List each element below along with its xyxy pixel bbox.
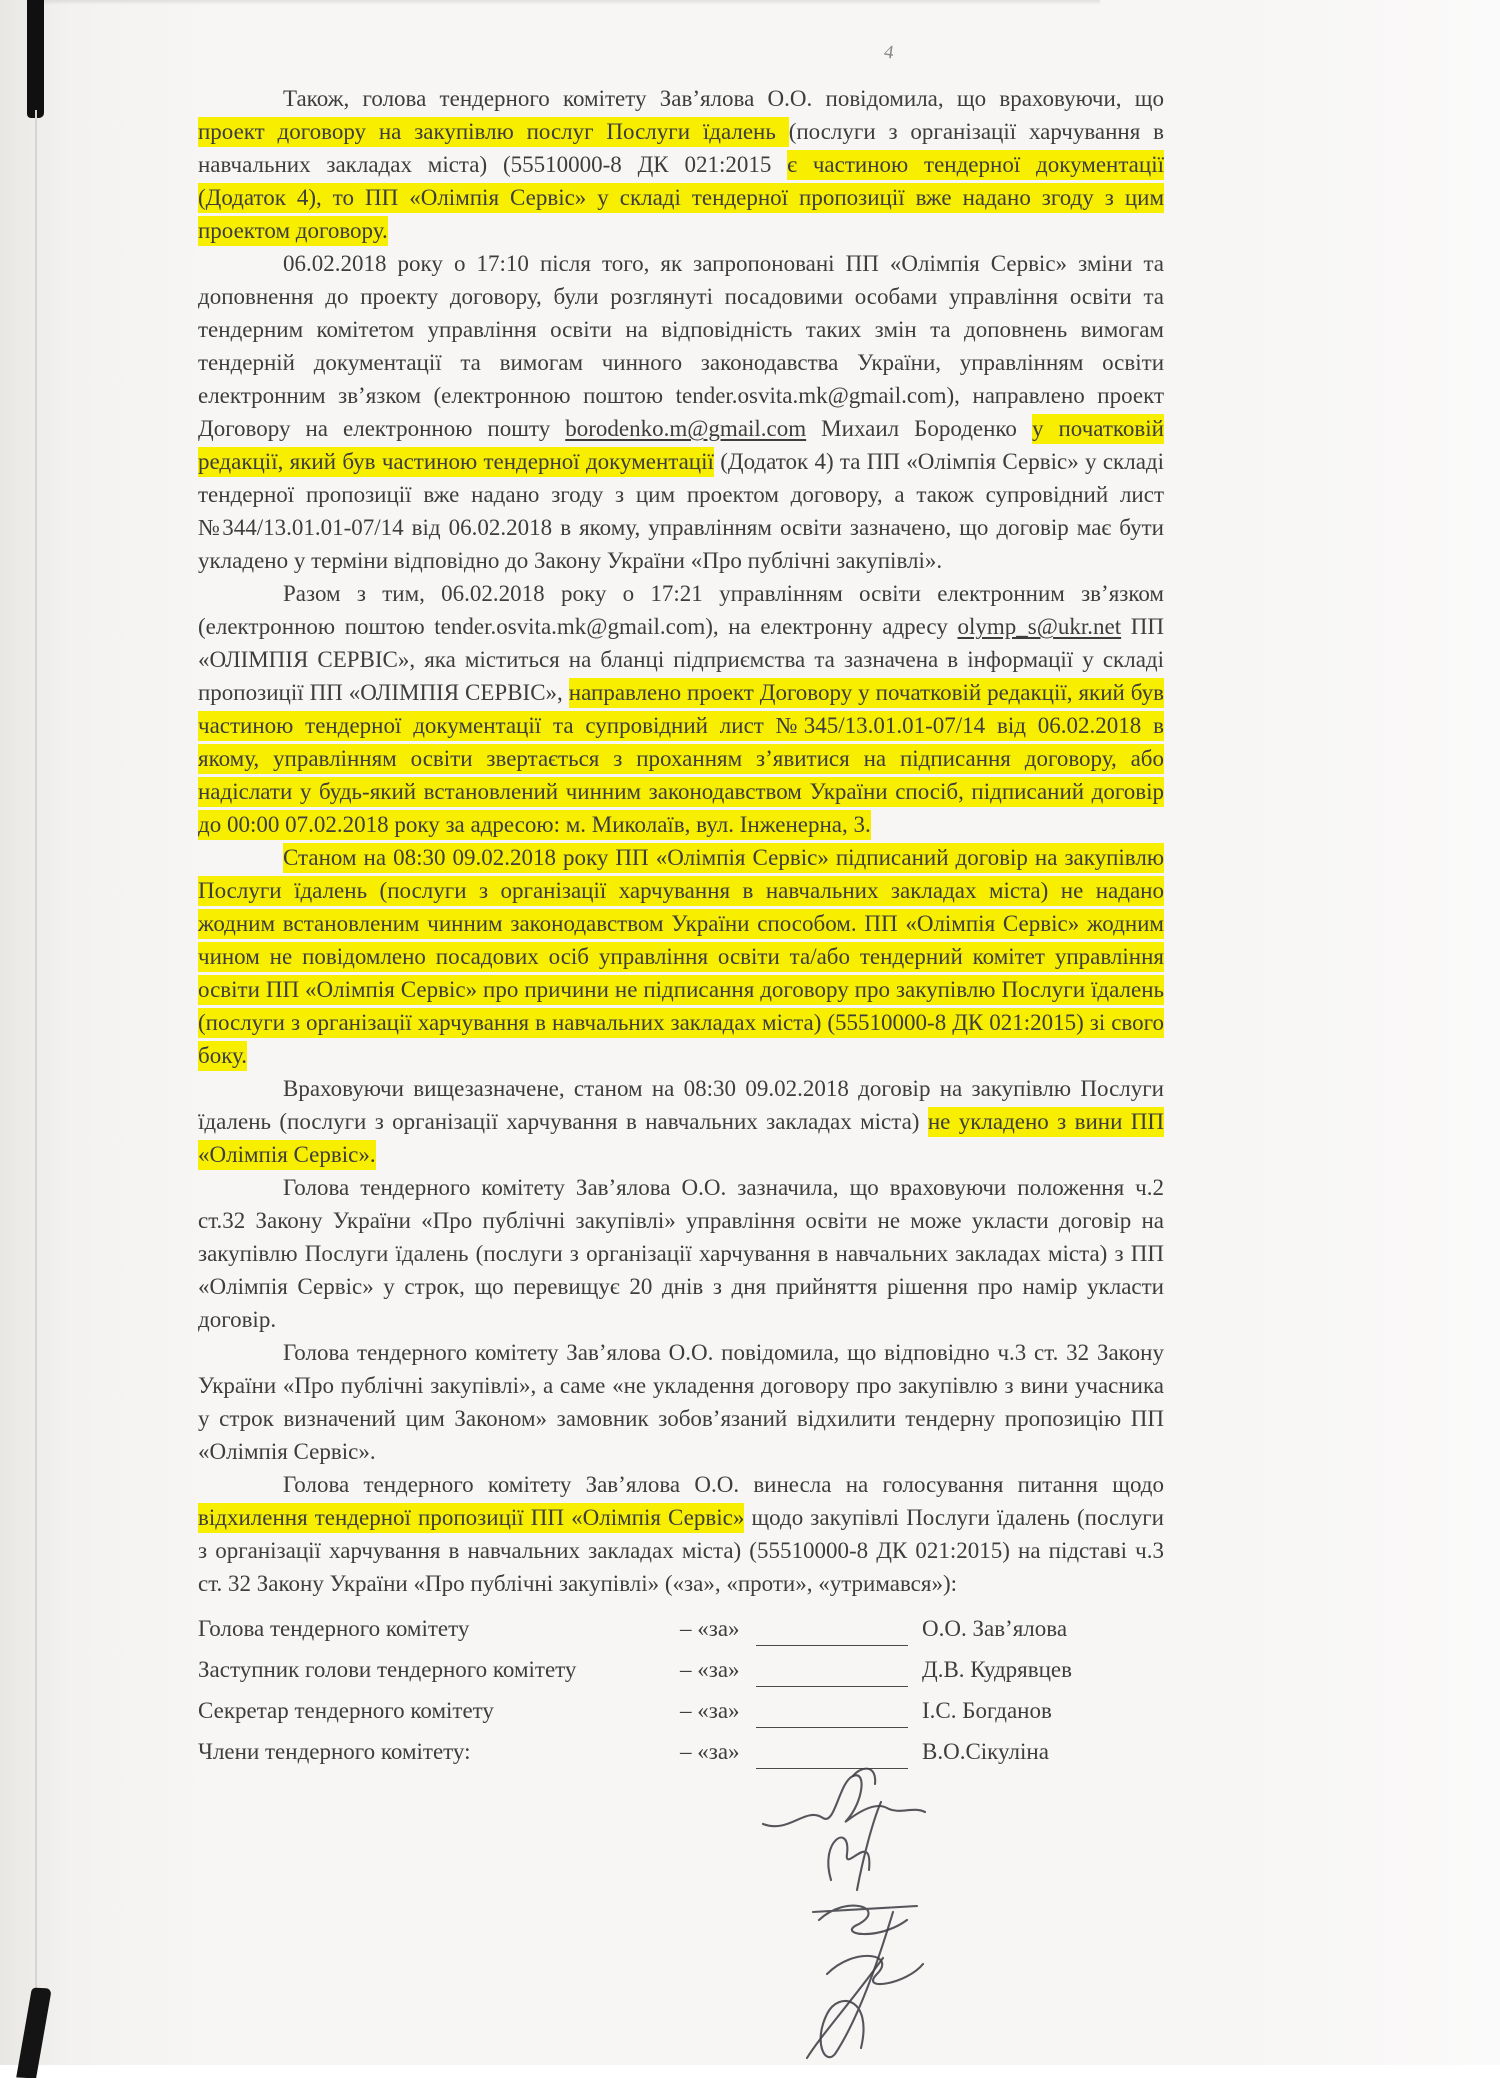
highlighted-text: у початковій редакції, який був частиною тендерної документації [198, 414, 1164, 477]
signature-line [756, 1742, 908, 1769]
signature-flourish [821, 1912, 893, 2057]
signatory-name: Д.В. Кудрявцев [908, 1653, 1072, 1686]
underlined-email: olymp_s@ukr.net [957, 614, 1121, 639]
text-segment: Голова тендерного комітету Зав’ялова О.О. зазначила, що враховуючи положення ч.2 ст.32 Закону України «Про публічні закупівлі» управління освіти не може укласти договір на закупівлю Послуги їдалень (послуги з організації харчування в навчальних закладах міста) з ПП «Олімпія Сервіс» у строк, що перевищує 20 днів з дня прийняття рішення про намір укласти договір. [198, 1175, 1164, 1332]
signature-scrawl-4 [827, 1956, 923, 1984]
signatory-name: О.О. Зав’ялова [908, 1612, 1067, 1645]
signature-row [198, 1653, 1164, 1694]
paragraph [198, 1336, 1164, 1468]
highlighted-text: є частиною тендерної документації (Додаток 4), то ПП «Олімпія Сервіс» у складі тендерної пропозиції вже надано згоду з цим проектом договору. [198, 150, 1164, 246]
text-segment: щодо закупівлі Послуги їдалень (послуги з організації харчування в навчальних закладах міста) (55510000-8 ДК 021:2015) на підставі ч.3 ст. 32 Закону України «Про публічні закупівлі» («за», «проти», «утримався»): [198, 1505, 1164, 1596]
underlined-email: borodenko.m@gmail.com [565, 416, 806, 441]
signatory-role: Секретар тендерного комітету [198, 1694, 680, 1727]
signature-scrawl-2 [828, 1802, 881, 1890]
vote-label: – «за» [680, 1735, 756, 1768]
signatory-role: Заступник голови тендерного комітету [198, 1653, 680, 1686]
signature-line [756, 1619, 908, 1646]
vote-label: – «за» [680, 1612, 756, 1645]
signature-line [756, 1660, 908, 1687]
handwritten-signatures [735, 1762, 1025, 2062]
scan-crease-line [35, 110, 37, 1990]
highlighted-text: направлено проект Договору у початковій редакції, який був частиною тендерної документації та супровідний лист №345/13.01.01-07/14 від 06.02.2018 в якому, управлінням освіти звертається з проханням з’явитися на підписання договору, або надіслати у будь-який встановлений чинним законодавством України спосіб, підписаний договір до 00:00 07.02.2018 року за адресою: м. Миколаїв, вул. Інженерна, 3. [198, 678, 1164, 840]
text-segment: Михаил Бороденко [806, 416, 1032, 441]
signatory-role: Голова тендерного комітету [198, 1612, 680, 1645]
document-body [198, 82, 1164, 1776]
paragraph [198, 247, 1164, 577]
vote-label: – «за» [680, 1653, 756, 1686]
text-segment: Також, голова тендерного комітету Зав’ялова О.О. повідомила, що враховуючи, що [283, 86, 1164, 111]
scan-edge-mark-top [27, 0, 44, 118]
text-segment: Разом з тим, 06.02.2018 року о 17:21 управлінням освіти електронним зв’язком (електронною поштою tender.osvita.mk@gmail.com), на електронну адресу [198, 581, 1164, 639]
signature-row [198, 1612, 1164, 1653]
text-segment: ПП «ОЛІМПІЯ СЕРВІС», яка міститься на бланці підприємства та зазначена в інформації у складі пропозиції ПП «ОЛІМПІЯ СЕРВІС», [198, 614, 1164, 705]
highlighted-text: проект договору на закупівлю послуг Послуги їдалень [198, 117, 789, 147]
signature-flourish-2 [807, 1958, 883, 2058]
signature-row [198, 1694, 1164, 1735]
signature-scrawl-1 [763, 1775, 925, 1826]
paragraph [198, 1171, 1164, 1336]
text-segment: Враховуючи вищезазначене, станом на 08:30 09.02.2018 договір на закупівлю Послуги їдалень (послуги з організації харчування в навчальних закладах міста) [198, 1076, 1164, 1134]
text-segment: (послуги з організації харчування в навчальних закладах міста) (55510000-8 ДК 021:2015 [198, 119, 1164, 177]
paragraph [198, 1468, 1164, 1600]
paragraph [198, 82, 1164, 247]
signature-row [198, 1735, 1164, 1776]
paragraphs-container [198, 82, 1164, 1600]
text-segment: Голова тендерного комітету Зав’ялова О.О. винесла на голосування питання щодо [283, 1472, 1164, 1497]
signature-line [756, 1701, 908, 1728]
scan-corner-artifact: 4 [883, 41, 895, 64]
signature-scrawl-3 [813, 1906, 917, 1934]
scan-edge-mark-bottom [16, 1988, 52, 2078]
paragraph [198, 841, 1164, 1072]
highlighted-text: не укладено з вини ПП «Олімпія Сервіс». [198, 1107, 1164, 1170]
highlighted-text: відхилення тендерної пропозиції ПП «Олімпія Сервіс» [198, 1503, 744, 1533]
text-segment: Голова тендерного комітету Зав’ялова О.О. повідомила, що відповідно ч.3 ст. 32 Закону України «Про публічні закупівлі», а саме «не укладення договору про закупівлю з вини учасника у строк визначений цим Законом» замовник зобов’язаний відхилити тендерну пропозицію ПП «Олімпія Сервіс». [198, 1340, 1164, 1464]
scan-top-streak [40, 0, 1100, 5]
paragraph [198, 1072, 1164, 1171]
highlighted-text: Станом на 08:30 09.02.2018 року ПП «Олімпія Сервіс» підписаний договір на закупівлю Послуги їдалень (послуги з організації харчування в навчальних закладах міста) не надано жодним встановленим чинним законодавством України способом. ПП «Олімпія Сервіс» жодним чином не повідомлено посадових осіб управління освіти та/або тендерний комітет управління освіти ПП «Олімпія Сервіс» про причини не підписання договору про закупівлю Послуги їдалень (послуги з організації харчування в навчальних закладах міста) (55510000-8 ДК 021:2015) зі свого боку. [198, 843, 1164, 1071]
text-segment: 06.02.2018 року о 17:10 після того, як запропоновані ПП «Олімпія Сервіс» зміни та доповнення до проекту договору, були розглянуті посадовими особами управління освіти та тендерним комітетом управління освіти на відповідність таких змін та доповнень вимогам тендерній документації та вимогам чинного законодавства України, управлінням освіти електронним зв’язком (електронною поштою tender.osvita.mk@gmail.com), направлено проект Договору на електронною пошту [198, 251, 1164, 441]
text-segment: (Додаток 4) та ПП «Олімпія Сервіс» у складі тендерної пропозиції вже надано згоду з цим проектом договору, а також супровідний лист №344/13.01.01-07/14 від 06.02.2018 в якому, управлінням освіти зазначено, що договір має бути укладено у терміни відповідно до Закону України «Про публічні закупівлі». [198, 449, 1164, 573]
signatory-role: Члени тендерного комітету: [198, 1735, 680, 1768]
signatory-name: І.С. Богданов [908, 1694, 1052, 1727]
signatory-name: В.О.Сікуліна [908, 1735, 1049, 1768]
signature-block [198, 1612, 1164, 1776]
paragraph [198, 577, 1164, 841]
vote-label: – «за» [680, 1694, 756, 1727]
